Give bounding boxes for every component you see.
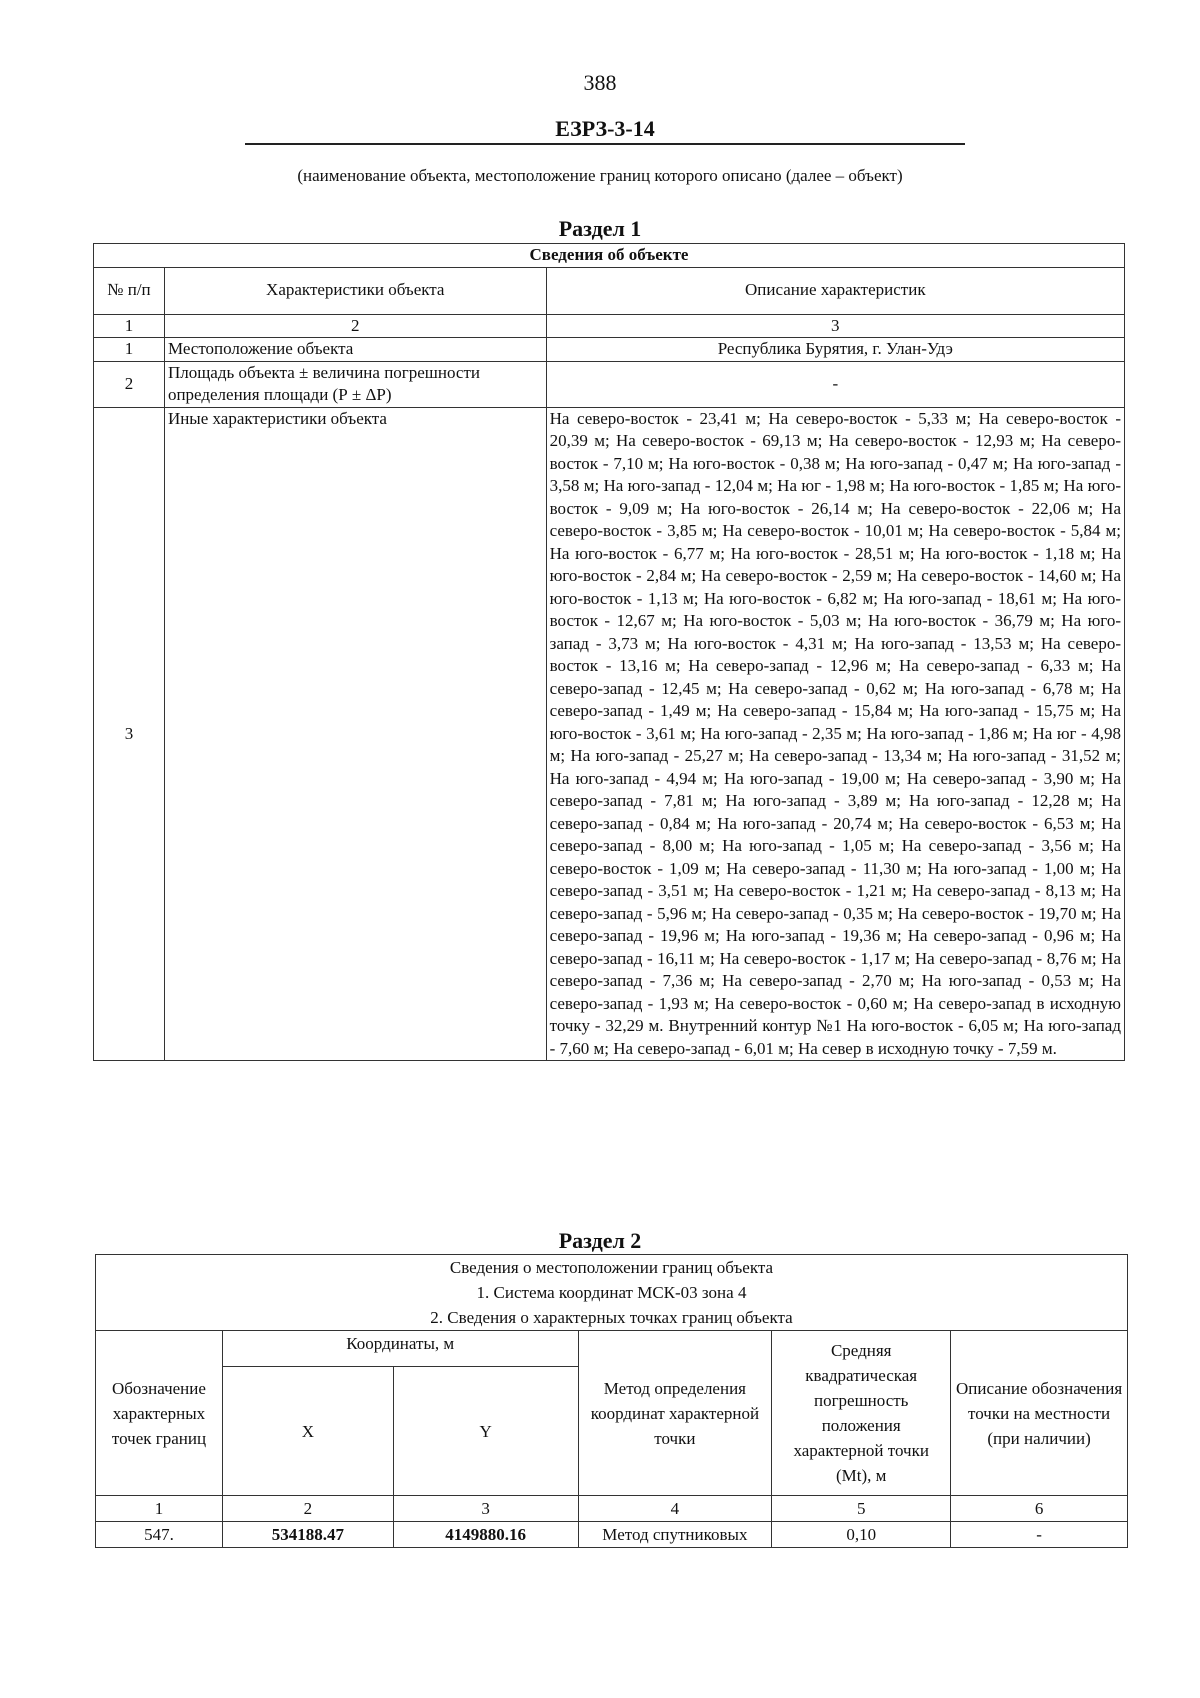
point-method: Метод спутниковых <box>578 1522 772 1548</box>
points-heading: 2. Сведения о характерных точках границ объекта <box>96 1305 1128 1331</box>
col-header-description: Описание характеристик <box>546 267 1124 314</box>
col-number: 4 <box>578 1496 772 1522</box>
point-y: 4149880.16 <box>393 1522 578 1548</box>
row-characteristic: Площадь объекта ± величина погрешности определения площади (Р ± ΔР) <box>164 361 546 407</box>
section2-table <box>95 1254 1128 1548</box>
row-description: Республика Бурятия, г. Улан-Удэ <box>546 338 1124 362</box>
col-number: 3 <box>546 314 1124 338</box>
row-description: На северо-восток - 23,41 м; На северо-восток - 5,33 м; На северо-восток - 20,39 м; На северо-восток - 69,13 м; На северо-восток - 12,93 м; На северо-восток - 7,10 м; На юго-восток - 0,38 м; На юго-запад - 0,47 м; На юго-запад - 3,58 м; На юго-запад - 12,04 м; На юг - 1,98 м; На юго-восток - 1,85 м; На юго-восток - 9,09 м; На юго-восток - 26,14 м; На северо-восток - 22,06 м; На северо-восток - 3,85 м; На северо-восток - 10,01 м; На северо-восток - 5,84 м; На юго-восток - 6,77 м; На юго-восток - 28,51 м; На юго-восток - 1,18 м; На юго-восток - 2,84 м; На северо-восток - 2,59 м; На северо-восток - 14,60 м; На юго-восток - 1,13 м; На юго-восток - 6,82 м; На юго-запад - 18,61 м; На юго-восток - 12,67 м; На юго-восток - 5,03 м; На юго-восток - 36,79 м; На юго-запад - 3,73 м; На юго-восток - 4,31 м; На юго-запад - 13,53 м; На северо-восток - 13,16 м; На северо-запад - 12,96 м; На северо-запад - 6,33 м; На северо-запад - 12,45 м; На северо-запад - 0,62 м; На юго-запад - 6,78 м; На северо-запад - 1,49 м; На северо-запад - 15,84 м; На юго-запад - 15,75 м; На юго-восток - 3,61 м; На юго-запад - 2,35 м; На юго-запад - 1,86 м; На юг - 4,98 м; На юго-запад - 25,27 м; На северо-запад - 13,34 м; На юго-запад - 31,52 м; На юго-запад - 4,94 м; На юго-запад - 19,00 м; На северо-запад - 3,90 м; На северо-запад - 7,81 м; На юго-запад - 3,89 м; На юго-запад - 12,28 м; На северо-запад - 0,84 м; На юго-запад - 20,74 м; На северо-восток - 6,53 м; На северо-запад - 8,00 м; На юго-запад - 1,05 м; На северо-запад - 3,56 м; На северо-восток - 1,09 м; На северо-запад - 11,30 м; На юго-запад - 1,00 м; На северо-запад - 3,51 м; На северо-восток - 1,21 м; На северо-запад - 8,13 м; На северо-запад - 5,96 м; На северо-запад - 0,35 м; На северо-восток - 19,70 м; На северо-запад - 19,96 м; На юго-запад - 19,36 м; На северо-запад - 0,96 м; На северо-запад - 16,11 м; На северо-восток - 1,17 м; На северо-запад - 8,76 м; На северо-запад - 7,36 м; На северо-запад - 2,70 м; На юго-запад - 0,53 м; На северо-запад - 1,93 м; На северо-восток - 0,60 м; На северо-запад в исходную точку - 32,29 м. Внутренний контур №1 На юго-восток - 6,05 м; На юго-запад - 7,60 м; На северо-запад - 6,01 м; На север в исходную точку - 7,59 м. <box>546 407 1124 1061</box>
col-header-point-description: Описание обозначения точки на местности (при наличии) <box>951 1331 1128 1496</box>
point-x: 534188.47 <box>222 1522 393 1548</box>
section1-title: Раздел 1 <box>558 216 642 241</box>
row-characteristic: Местоположение объекта <box>164 338 546 362</box>
table-row <box>94 361 1125 407</box>
object-code-underline <box>245 143 965 145</box>
table-row <box>96 1522 1128 1548</box>
col-header-number: № п/п <box>94 267 165 314</box>
col-number: 6 <box>951 1496 1128 1522</box>
col-header-coordinates: Координаты, м <box>222 1331 578 1367</box>
table-row <box>94 338 1125 362</box>
section2-title: Раздел 2 <box>558 1228 642 1253</box>
col-header-error: Средняя квадратическая погрешность положения характерной точки (Mt), м <box>772 1331 951 1496</box>
object-code: ЕЗРЗ-3-14 <box>555 116 655 141</box>
point-designation: 547. <box>96 1522 223 1548</box>
col-number: 1 <box>94 314 165 338</box>
table-row <box>94 407 1125 1061</box>
section2-heading: Сведения о местоположении границ объекта <box>96 1255 1128 1281</box>
coordinate-system: 1. Система координат МСК-03 зона 4 <box>96 1280 1128 1305</box>
col-header-characteristics: Характеристики объекта <box>164 267 546 314</box>
col-number: 5 <box>772 1496 951 1522</box>
row-characteristic: Иные характеристики объекта <box>164 407 546 1061</box>
section1-table-title: Сведения об объекте <box>94 244 1125 268</box>
section1-table <box>93 243 1125 1061</box>
point-error: 0,10 <box>772 1522 951 1548</box>
row-number: 3 <box>94 407 165 1061</box>
col-number: 1 <box>96 1496 223 1522</box>
col-number: 3 <box>393 1496 578 1522</box>
point-description: - <box>951 1522 1128 1548</box>
col-number: 2 <box>164 314 546 338</box>
object-caption: (наименование объекта, местоположение границ которого описано (далее – объект) <box>297 166 903 185</box>
row-description: - <box>546 361 1124 407</box>
col-number: 2 <box>222 1496 393 1522</box>
row-number: 2 <box>94 361 165 407</box>
row-number: 1 <box>94 338 165 362</box>
col-header-x: X <box>222 1367 393 1496</box>
page-number: 388 <box>583 70 617 95</box>
col-header-method: Метод определения координат характерной точки <box>578 1331 772 1496</box>
col-header-y: Y <box>393 1367 578 1496</box>
col-header-designation: Обозначение характерных точек границ <box>96 1331 223 1496</box>
